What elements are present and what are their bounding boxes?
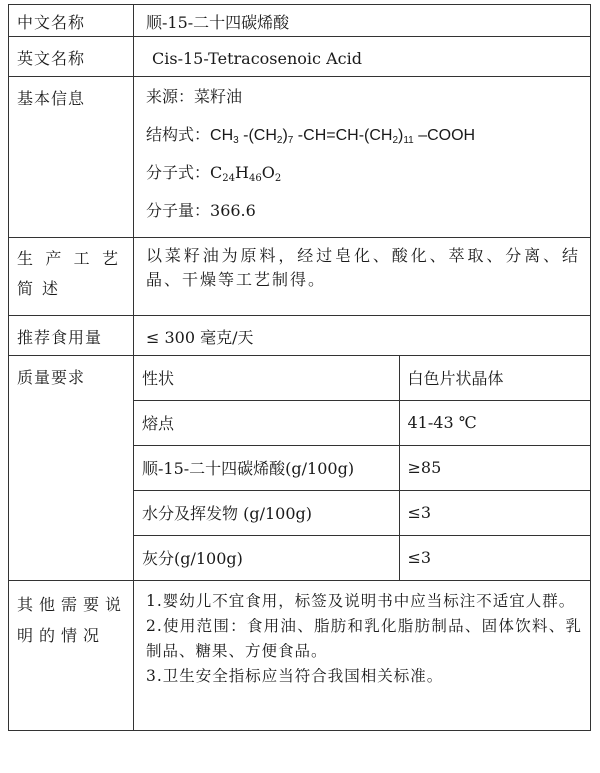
mass-key: 分子量： xyxy=(146,201,211,220)
quality-row xyxy=(134,490,590,535)
quality-cell xyxy=(134,356,591,581)
formula-sub: 2 xyxy=(392,135,399,146)
quality-value: ≤3 xyxy=(399,490,590,535)
row-quality xyxy=(9,356,591,581)
row-process xyxy=(9,238,591,316)
mass-value: 366.6 xyxy=(210,201,256,220)
structure-key: 结构式： xyxy=(146,125,211,144)
quality-name: 灰分(g/100g) xyxy=(134,535,399,580)
quality-name: 水分及挥发物 (g/100g) xyxy=(134,490,399,535)
label-basic-info: 基本信息 xyxy=(9,77,134,238)
quality-row xyxy=(134,356,590,400)
value-chinese-name: 顺-15-二十四碳烯酸 xyxy=(134,5,591,37)
structure-line xyxy=(146,123,580,161)
molecular-key: 分子式： xyxy=(146,163,211,182)
row-basic-info xyxy=(9,77,591,238)
note-item: 1.婴幼儿不宜食用，标签及说明书中应当标注不适宜人群。 xyxy=(146,592,576,610)
quality-row xyxy=(134,535,590,580)
row-intake xyxy=(9,316,591,356)
note-item: 3.卫生安全指标应当符合我国相关标准。 xyxy=(146,667,444,685)
value-english-name: Cis-15-Tetracosenoic Acid xyxy=(134,37,591,77)
formula-part: ) xyxy=(282,127,288,144)
quality-table xyxy=(134,356,590,580)
note-item: 2.使用范围：食用油、脂肪和乳化脂肪制品、固体饮料、乳制品、糖果、方便食品。 xyxy=(146,617,582,660)
document xyxy=(8,4,590,731)
info-table xyxy=(8,4,591,731)
mol-part: O xyxy=(261,163,275,182)
molecular-line xyxy=(146,161,580,199)
structure-formula xyxy=(210,127,475,144)
mol-sub: 24 xyxy=(222,173,235,184)
molecular-formula xyxy=(210,163,281,182)
quality-value: ≥85 xyxy=(399,445,590,490)
mol-sub: 46 xyxy=(248,173,262,184)
formula-part: CH xyxy=(210,127,234,144)
label-intake: 推荐食用量 xyxy=(9,316,134,356)
formula-sub: 2 xyxy=(276,135,283,146)
label-notes: 其他需要说明的情况 xyxy=(9,581,134,731)
row-notes xyxy=(9,581,591,731)
basic-info-block xyxy=(134,77,591,238)
quality-value: 白色片状晶体 xyxy=(399,356,590,400)
label-chinese-name: 中文名称 xyxy=(9,5,134,37)
quality-value: ≤3 xyxy=(399,535,590,580)
formula-part: –COOH xyxy=(413,127,476,144)
label-english-name: 英文名称 xyxy=(9,37,134,77)
row-chinese-name xyxy=(9,5,591,37)
quality-name: 熔点 xyxy=(134,400,399,445)
quality-row xyxy=(134,400,590,445)
quality-row xyxy=(134,445,590,490)
label-process: 生产工艺简述 xyxy=(9,238,134,316)
notes-block xyxy=(134,581,591,731)
formula-part: ) xyxy=(398,127,404,144)
quality-value: 41-43 ℃ xyxy=(399,400,590,445)
source-key: 来源： xyxy=(146,87,195,106)
formula-sub: 7 xyxy=(287,135,294,146)
mol-part: C xyxy=(210,163,223,182)
formula-sub: 3 xyxy=(233,135,239,146)
formula-part: -CH=CH-(CH xyxy=(293,127,393,144)
formula-sub: 11 xyxy=(403,135,414,146)
value-intake: ≤ 300 毫克/天 xyxy=(134,316,591,356)
mol-part: H xyxy=(235,163,249,182)
formula-part: -(CH xyxy=(238,127,277,144)
label-quality: 质量要求 xyxy=(9,356,134,581)
value-process: 以菜籽油为原料，经过皂化、酸化、萃取、分离、结晶、干燥等工艺制得。 xyxy=(134,238,591,316)
mol-sub: 2 xyxy=(274,173,282,184)
row-english-name xyxy=(9,37,591,77)
quality-name: 顺-15-二十四碳烯酸(g/100g) xyxy=(134,445,399,490)
mass-line xyxy=(146,199,580,237)
quality-name: 性状 xyxy=(134,356,399,400)
source-value: 菜籽油 xyxy=(194,87,243,106)
source-line xyxy=(146,85,580,123)
